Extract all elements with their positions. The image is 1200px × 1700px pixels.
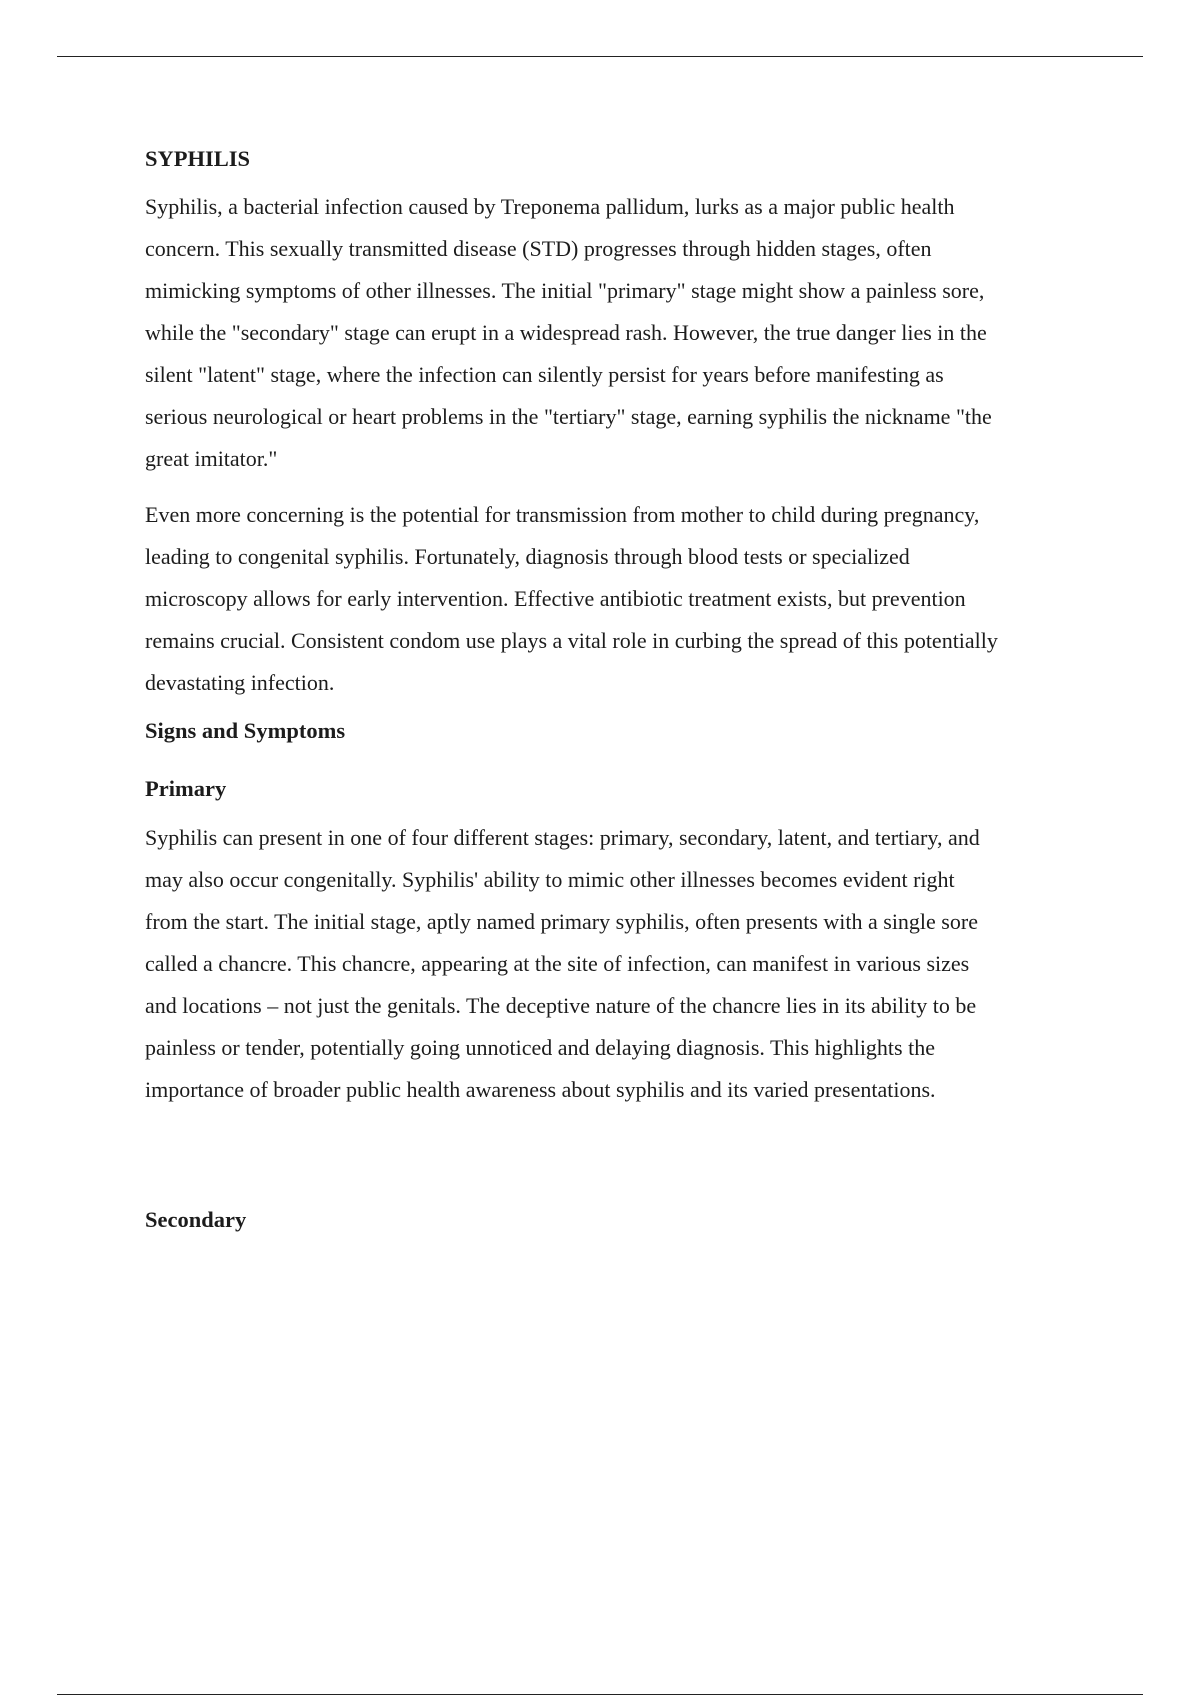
paragraph-line: Syphilis, a bacterial infection caused by Treponema pallidum, lurks as a major public health — [145, 194, 955, 219]
paragraph-line: painless or tender, potentially going unnoticed and delaying diagnosis. This highlights the — [145, 1035, 935, 1060]
page-bottom-rule — [57, 1694, 1143, 1695]
paragraph-line: devastating infection. — [145, 670, 335, 695]
paragraph-line: may also occur congenitally. Syphilis' ability to mimic other illnesses becomes evident right — [145, 867, 955, 892]
signs-symptoms-heading: Signs and Symptoms — [145, 718, 346, 743]
secondary-heading: Secondary — [145, 1207, 247, 1232]
paragraph-line: remains crucial. Consistent condom use plays a vital role in curbing the spread of this potentially — [145, 628, 998, 653]
paragraph-line: Syphilis can present in one of four different stages: primary, secondary, latent, and tertiary, and — [145, 825, 980, 850]
page-top-rule — [57, 56, 1143, 57]
paragraph-line: microscopy allows for early intervention. Effective antibiotic treatment exists, but prevention — [145, 586, 966, 611]
paragraph-line: leading to congenital syphilis. Fortunately, diagnosis through blood tests or specialized — [145, 544, 910, 569]
paragraph-line: serious neurological or heart problems in the "tertiary" stage, earning syphilis the nickname "the — [145, 404, 992, 429]
primary-paragraph — [145, 817, 1095, 1111]
paragraph-line: and locations – not just the genitals. The deceptive nature of the chancre lies in its ability to be — [145, 993, 977, 1018]
paragraph-line: great imitator." — [145, 446, 278, 471]
paragraph-line: silent "latent" stage, where the infection can silently persist for years before manifesting as — [145, 362, 944, 387]
paragraph-line: from the start. The initial stage, aptly named primary syphilis, often presents with a single sore — [145, 909, 978, 934]
intro-paragraph — [145, 186, 1095, 480]
paragraph-line: Even more concerning is the potential for transmission from mother to child during pregnancy, — [145, 502, 980, 527]
primary-heading: Primary — [145, 776, 227, 801]
document-title: SYPHILIS — [145, 146, 251, 171]
paragraph-line: concern. This sexually transmitted disease (STD) progresses through hidden stages, often — [145, 236, 932, 261]
paragraph-line: importance of broader public health awareness about syphilis and its varied presentations. — [145, 1077, 936, 1102]
paragraph-line: mimicking symptoms of other illnesses. The initial "primary" stage might show a painless sore, — [145, 278, 985, 303]
paragraph-line: called a chancre. This chancre, appearing at the site of infection, can manifest in various sizes — [145, 951, 970, 976]
transmission-paragraph — [145, 494, 1095, 704]
paragraph-line: while the "secondary" stage can erupt in a widespread rash. However, the true danger lies in the — [145, 320, 987, 345]
document-body — [145, 144, 1095, 1235]
